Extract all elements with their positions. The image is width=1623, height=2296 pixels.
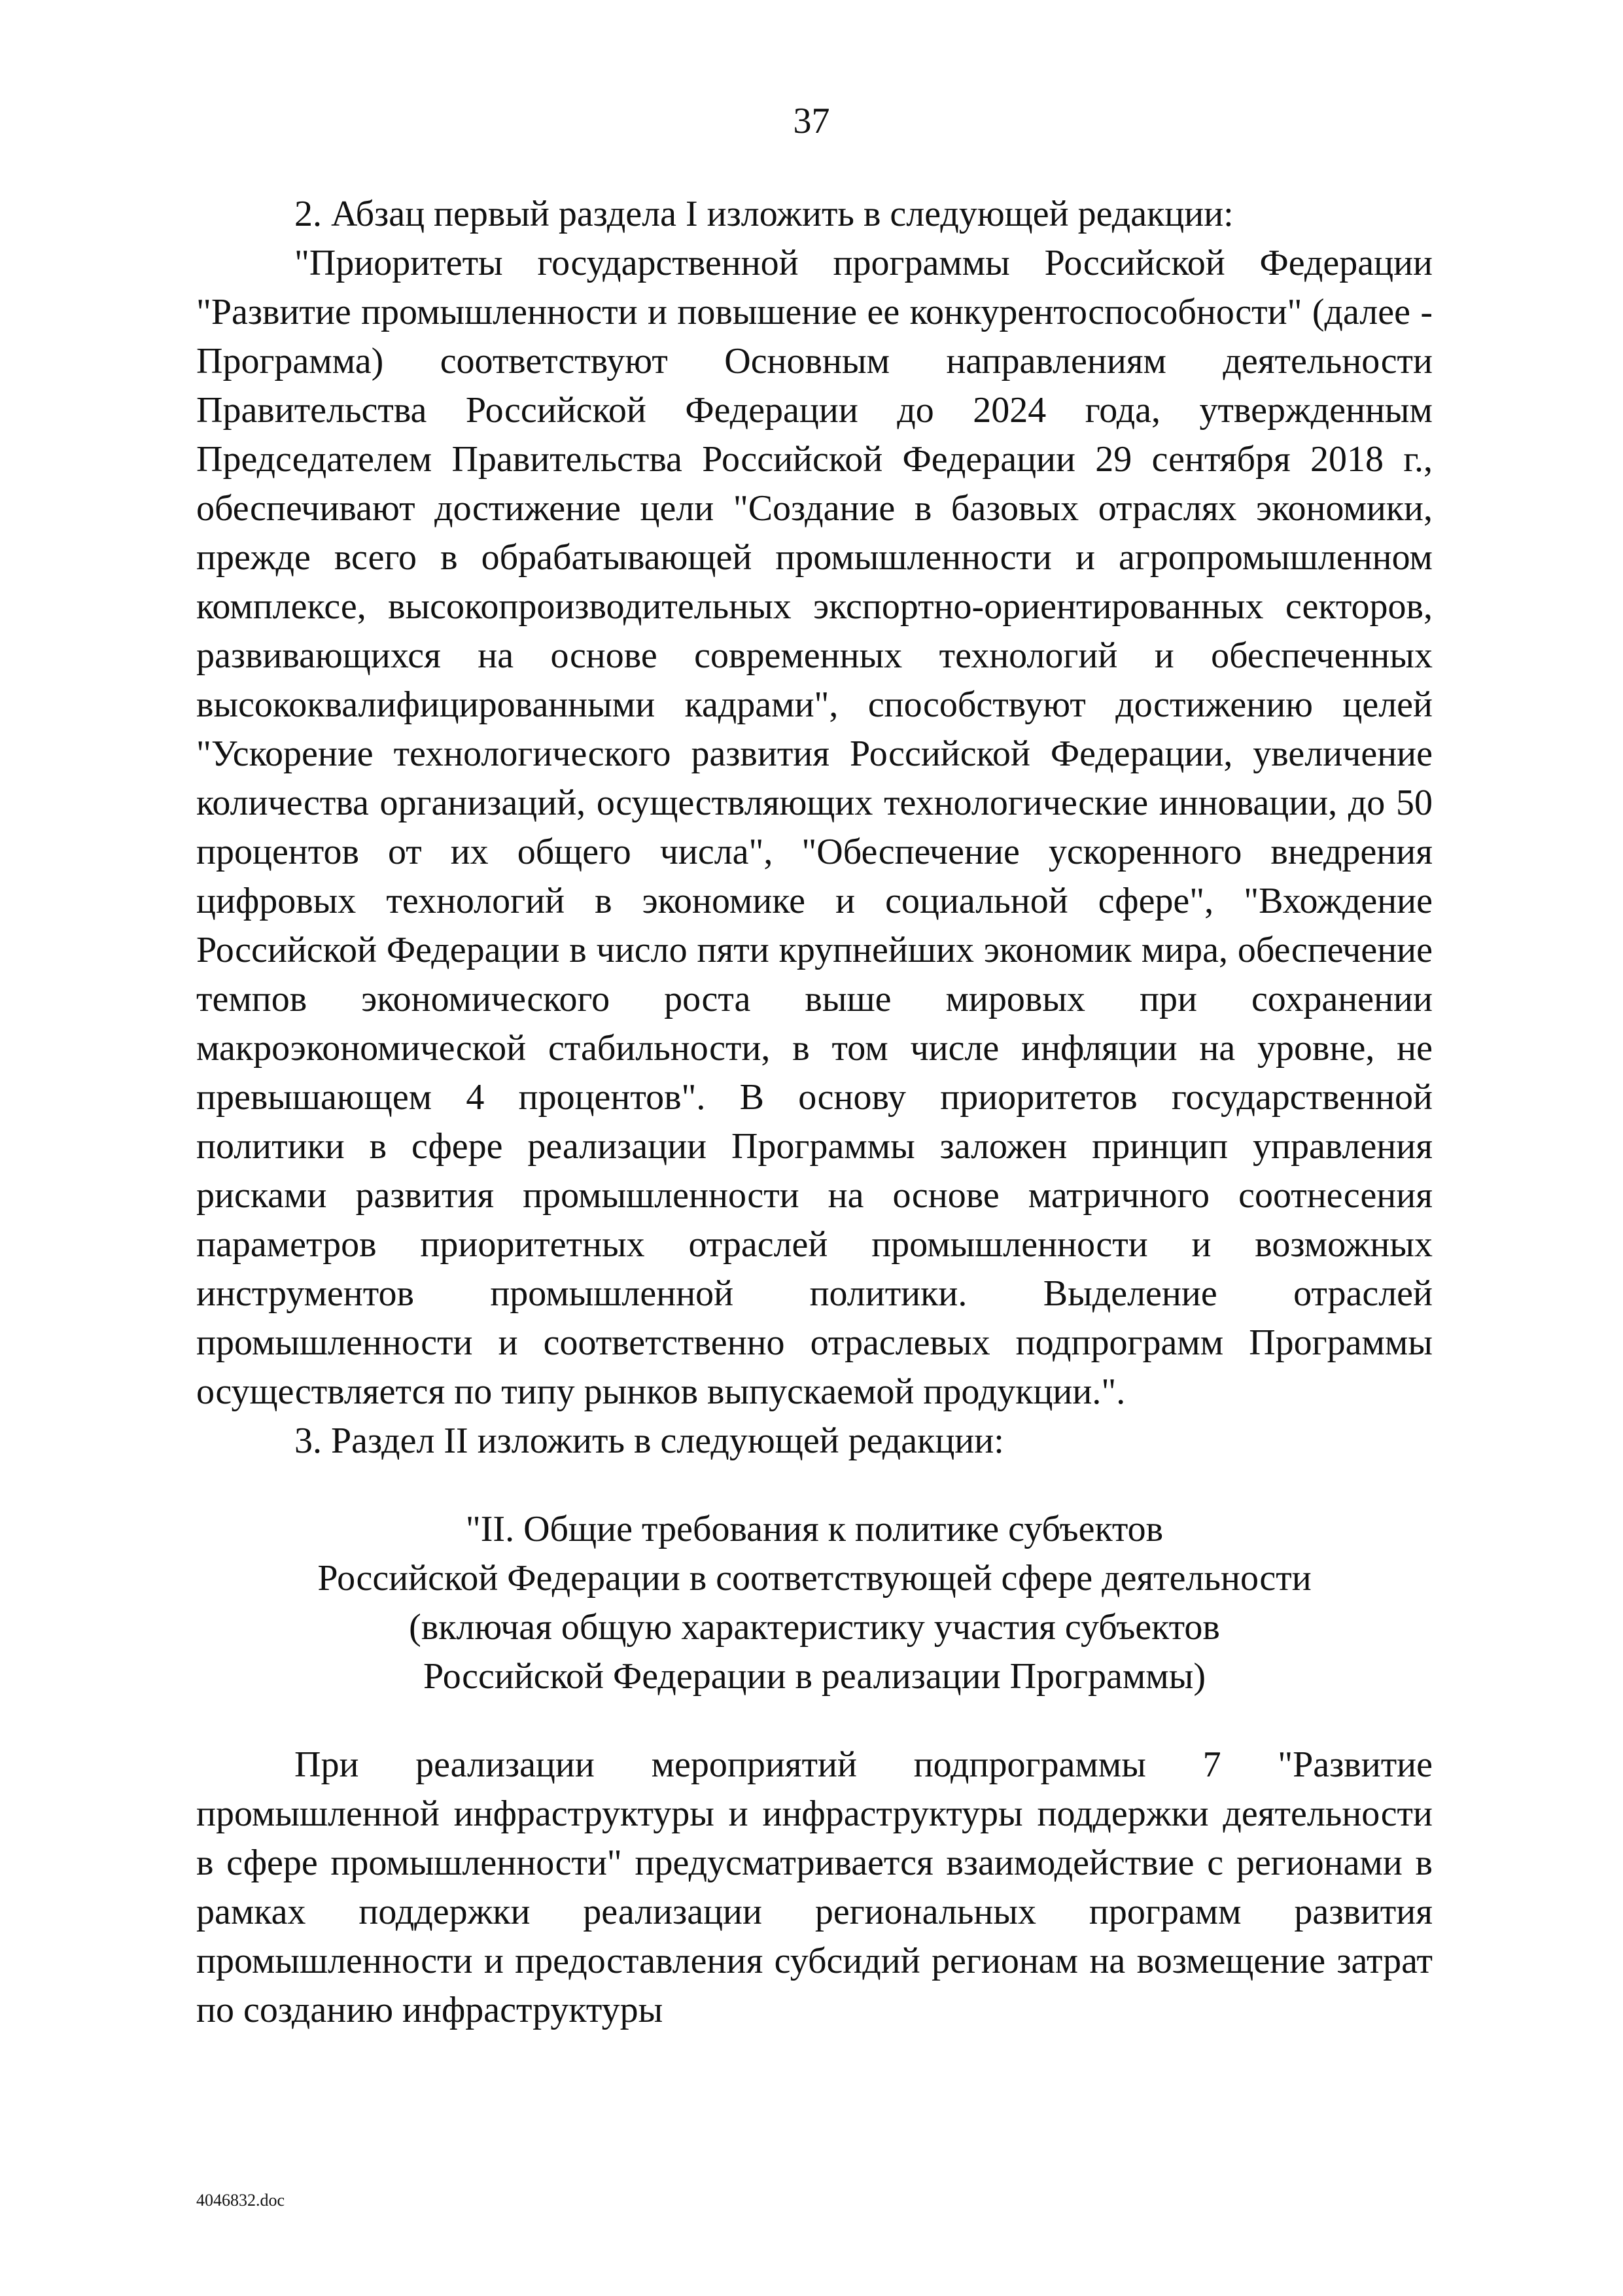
document-code-footer: 4046832.doc <box>196 2191 285 2210</box>
document-body <box>196 190 1433 2035</box>
amendment-item-2: 2. Абзац первый раздела I изложить в следующей редакции: <box>294 194 1234 234</box>
amendment-item-3: 3. Раздел II изложить в следующей редакции: <box>294 1421 1004 1461</box>
section-heading <box>196 1505 1433 1701</box>
section-heading-line: Российской Федерации в реализации Программы) <box>423 1656 1206 1697</box>
section-heading-line: "II. Общие требования к политике субъектов <box>465 1509 1164 1549</box>
section-heading-line: (включая общую характеристику участия субъектов <box>409 1607 1220 1648</box>
program-priorities-paragraph: "Приоритеты государственной программы Российской Федерации "Развитие промышленности и повышение ее конкурентоспособности" (далее - Программа) соответствуют Основным направлениям деятельности Правительства Российской Федерации до 2024 года, утвержденным Председателем Правительства Российской Федерации 29 сентября 2018 г., обеспечивают достижение цели "Создание в базовых отраслях экономики, прежде всего в обрабатывающей промышленности и агропромышленном комплексе, высокопроизводительных экспортно-ориентированных секторов, развивающихся на основе современных технологий и обеспеченных высококвалифицированными кадрами", способствуют достижению целей "Ускорение технологического развития Российской Федерации, увеличение количества организаций, осуществляющих технологические инновации, до 50 процентов от их общего числа", "Обеспечение ускоренного внедрения цифровых технологий в экономике и социальной сфере", "Вхождение Российской Федерации в число пяти крупнейших экономик мира, обеспечение темпов экономического роста выше мировых при сохранении макроэкономической стабильности, в том числе инфляции на уровне, не превышающем 4 процентов". В основу приоритетов государственной политики в сфере реализации Программы заложен принцип управления рисками развития промышленности на основе матричного соотнесения параметров приоритетных отраслей промышленности и возможных инструментов промышленной политики. Выделение отраслей промышленности и соответственно отраслевых подпрограмм Программы осуществляется по типу рынков выпускаемой продукции.". <box>196 243 1433 1412</box>
page-number: 37 <box>793 101 830 141</box>
section-heading-line: Российской Федерации в соответствующей сфере деятельности <box>317 1558 1312 1598</box>
subprogram-7-paragraph: При реализации мероприятий подпрограммы 7 "Развитие промышленной инфраструктуры и инфраструктуры поддержки деятельности в сфере промышленности" предусматривается взаимодействие с регионами в рамках поддержки реализации региональных программ развития промышленности и предоставления субсидий регионам на возмещение затрат по созданию инфраструктуры <box>196 1744 1433 2030</box>
